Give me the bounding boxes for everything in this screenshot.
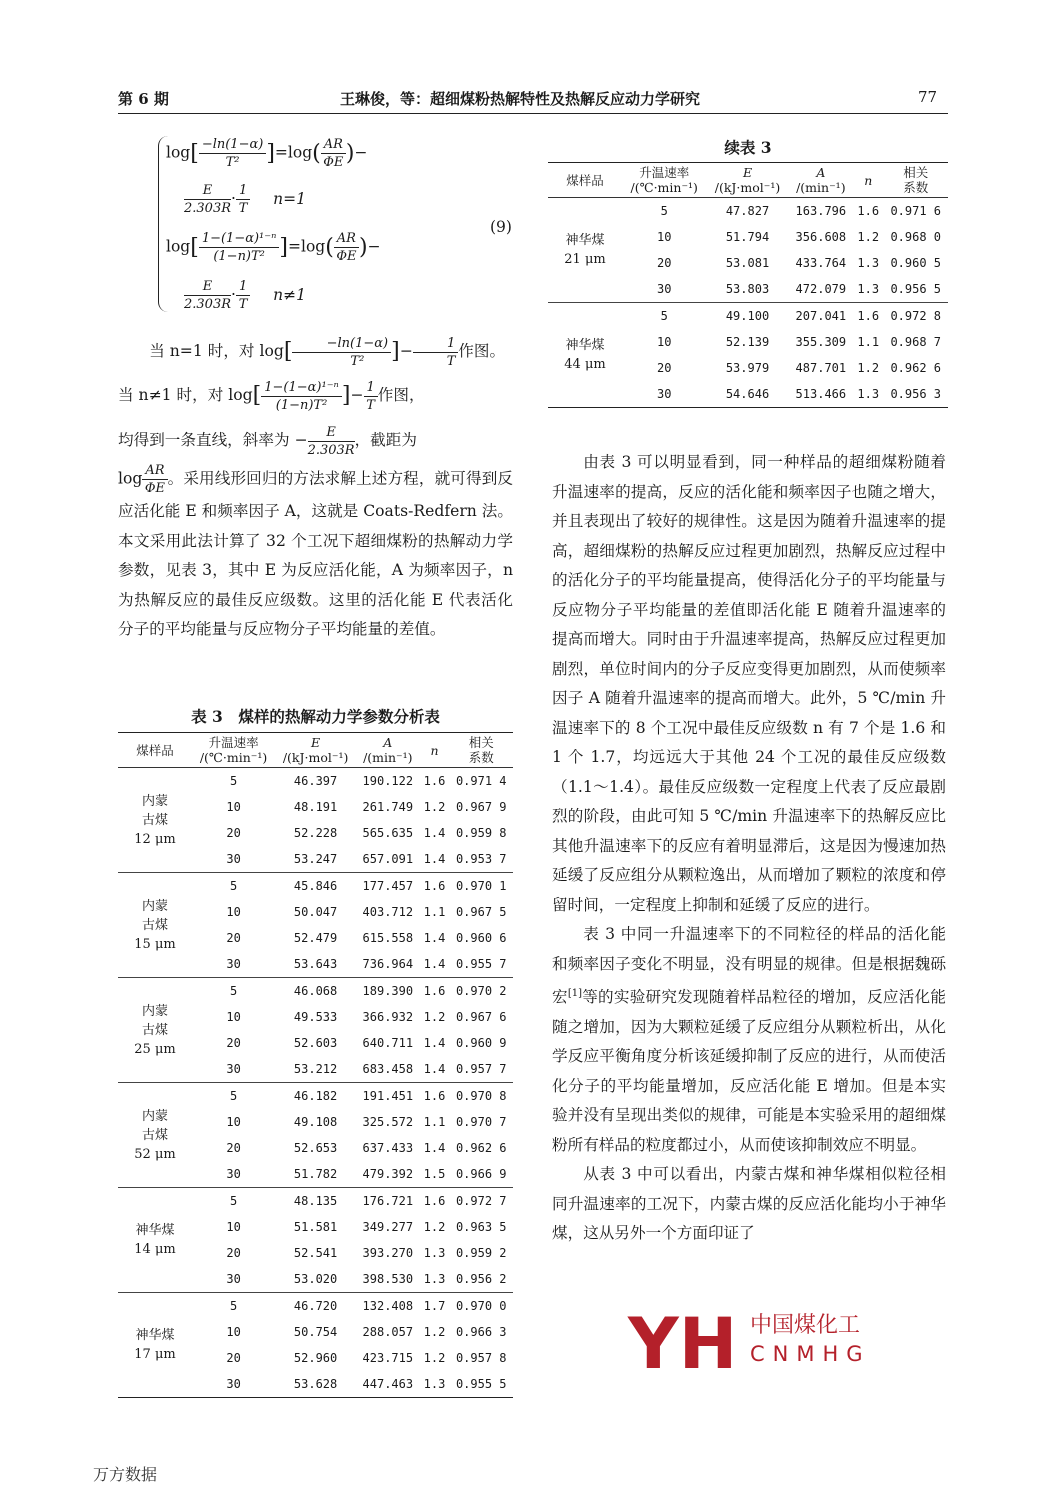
table-cell: 10 bbox=[226, 1325, 241, 1339]
table-cell: 49.108 bbox=[293, 1115, 338, 1129]
table-cell: 1.3 bbox=[423, 1272, 446, 1286]
table-cell: 5 bbox=[192, 1188, 275, 1215]
sample-cell: 神华煤 17 μm bbox=[118, 1293, 192, 1398]
table-cell: 0.960 5 bbox=[890, 256, 942, 270]
table-cell: 423.715 bbox=[362, 1351, 414, 1365]
table-cell: 565.635 bbox=[362, 826, 414, 840]
table-cell: 1.2 bbox=[857, 361, 880, 375]
col-n: n bbox=[853, 163, 883, 198]
table-cell: 0.970 8 bbox=[449, 1083, 513, 1110]
table-cell: 10 bbox=[226, 1115, 241, 1129]
table-cell: 1.1 bbox=[857, 335, 880, 349]
table-cell: 189.390 bbox=[356, 978, 420, 1005]
table-cell: 1.4 bbox=[423, 1141, 446, 1155]
table-row bbox=[548, 198, 948, 225]
table-row bbox=[118, 1188, 513, 1215]
table-cell: 190.122 bbox=[362, 774, 414, 788]
table-cell: 0.967 6 bbox=[455, 1010, 507, 1024]
table-cell: 0.971 4 bbox=[455, 774, 507, 788]
table-cell: 20 bbox=[226, 1246, 241, 1260]
table-cell: 0.962 6 bbox=[455, 1141, 507, 1155]
table-cell: 472.079 bbox=[795, 282, 847, 296]
table-cell: 20 bbox=[656, 256, 672, 270]
table-cell: 355.309 bbox=[795, 335, 847, 349]
table-cell: 53.020 bbox=[293, 1272, 338, 1286]
table-cell: 20 bbox=[226, 826, 241, 840]
table3 bbox=[118, 732, 513, 1398]
table-cell: 10 bbox=[656, 230, 672, 244]
table-cell: 1.3 bbox=[423, 1377, 446, 1391]
table-cell: 1.6 bbox=[420, 1188, 450, 1215]
table-cell: 0.967 5 bbox=[455, 905, 507, 919]
table-cell: 0.967 9 bbox=[455, 800, 507, 814]
table-cell: 0.970 7 bbox=[455, 1115, 507, 1129]
table-cell: 5 bbox=[192, 1293, 275, 1320]
table-cell: 53.247 bbox=[293, 852, 338, 866]
table-cell: 5 bbox=[192, 873, 275, 900]
table-cell: 1.6 bbox=[420, 1083, 450, 1110]
table-cell: 1.4 bbox=[423, 1036, 446, 1050]
table-cell: 349.277 bbox=[362, 1220, 414, 1234]
table-cell: 0.957 7 bbox=[455, 1062, 507, 1076]
table-cell: 51.782 bbox=[293, 1167, 338, 1181]
table-cell: 46.720 bbox=[275, 1293, 356, 1320]
table-cell: 0.959 8 bbox=[455, 826, 507, 840]
watermark-cn: 中国煤化工 bbox=[750, 1308, 860, 1339]
table-cell: 0.955 7 bbox=[455, 957, 507, 971]
table-cell: 1.1 bbox=[423, 905, 446, 919]
table-cell: 0.966 9 bbox=[455, 1167, 507, 1181]
running-title: 王琳俊，等：超细煤粉热解特性及热解反应动力学研究 bbox=[340, 90, 701, 108]
table-cell: 1.7 bbox=[420, 1293, 450, 1320]
table-cell: 683.458 bbox=[362, 1062, 414, 1076]
table-cell: 10 bbox=[226, 905, 241, 919]
table-cell: 433.764 bbox=[795, 256, 847, 270]
table-cell: 53.979 bbox=[725, 361, 770, 375]
table-cell: 132.408 bbox=[356, 1293, 420, 1320]
table-cell: 1.3 bbox=[857, 387, 880, 401]
table-cell: 1.6 bbox=[857, 204, 880, 218]
table-cell: 513.466 bbox=[795, 387, 847, 401]
table-cell: 615.558 bbox=[362, 931, 414, 945]
table-cell: 10 bbox=[226, 800, 241, 814]
table-cell: 30 bbox=[226, 957, 241, 971]
sample-cell: 神华煤 44 μm bbox=[548, 303, 622, 408]
table-cell: 20 bbox=[226, 1036, 241, 1050]
table-cell: 52.541 bbox=[293, 1246, 338, 1260]
table-cell: 0.966 3 bbox=[455, 1325, 507, 1339]
table-cell: 393.270 bbox=[362, 1246, 414, 1260]
table-cell: 356.608 bbox=[795, 230, 847, 244]
table-cell: 1.4 bbox=[423, 957, 446, 971]
table-cell: 46.397 bbox=[293, 774, 338, 788]
table-cell: 288.057 bbox=[362, 1325, 414, 1339]
table-cell: 1.2 bbox=[423, 1010, 446, 1024]
table-cell: 487.701 bbox=[795, 361, 847, 375]
table-row bbox=[118, 873, 513, 900]
table3-caption: 表 3 煤样的热解动力学参数分析表 bbox=[191, 707, 440, 726]
table-cell: 1.2 bbox=[423, 1351, 446, 1365]
table-cell: 0.962 6 bbox=[890, 361, 942, 375]
header-rule bbox=[118, 113, 948, 114]
col-r: 相关 系数 bbox=[449, 733, 513, 768]
table3-cont-caption: 续表 3 bbox=[724, 138, 772, 157]
table-cell: 53.081 bbox=[725, 256, 770, 270]
table-cell: 0.970 0 bbox=[449, 1293, 513, 1320]
table-cell: 0.970 1 bbox=[449, 873, 513, 900]
issue-label: 第 6 期 bbox=[118, 90, 169, 108]
table-cell: 48.191 bbox=[293, 800, 338, 814]
table-cell: 0.956 2 bbox=[455, 1272, 507, 1286]
table-cell: 48.135 bbox=[275, 1188, 356, 1215]
table-cell: 1.2 bbox=[423, 1325, 446, 1339]
sample-cell: 内蒙 古煤 12 μm bbox=[134, 793, 176, 847]
table-cell: 52.603 bbox=[293, 1036, 338, 1050]
table-cell: 0.959 2 bbox=[455, 1246, 507, 1260]
paragraph-3: 从表 3 中可以看出，内蒙古煤和神华煤相似粒径相同升温速率的工况下，内蒙古煤的反应活化能均小于神华煤，这从另外一个方面印证了 bbox=[552, 1165, 946, 1243]
table-cell: 0.956 5 bbox=[890, 282, 942, 296]
table-cell: 736.964 bbox=[362, 957, 414, 971]
equation-number: (9) bbox=[490, 218, 512, 236]
table-cell: 5 bbox=[192, 978, 275, 1005]
table-cell: 50.754 bbox=[293, 1325, 338, 1339]
table-cell: 637.433 bbox=[362, 1141, 414, 1155]
table-cell: 0.956 3 bbox=[890, 387, 942, 401]
table-row bbox=[118, 978, 513, 1005]
col-a: A /(min⁻¹) bbox=[356, 733, 420, 768]
table-cell: 1.6 bbox=[420, 978, 450, 1005]
table-cell: 53.643 bbox=[293, 957, 338, 971]
table-cell: 45.846 bbox=[275, 873, 356, 900]
table-cell: 46.182 bbox=[275, 1083, 356, 1110]
table-cell: 0.970 2 bbox=[449, 978, 513, 1005]
col-e: E /(kJ·mol⁻¹) bbox=[275, 733, 356, 768]
table-cell: 479.392 bbox=[362, 1167, 414, 1181]
table-cell: 47.827 bbox=[725, 204, 770, 218]
table-cell: 1.2 bbox=[857, 230, 880, 244]
table-cell: 20 bbox=[656, 361, 672, 375]
table-cell: 20 bbox=[226, 1351, 241, 1365]
table-cell: 1.4 bbox=[423, 852, 446, 866]
table-cell: 261.749 bbox=[362, 800, 414, 814]
table-cell: 30 bbox=[226, 852, 241, 866]
table-cell: 1.4 bbox=[423, 826, 446, 840]
table-cell: 0.968 7 bbox=[890, 335, 942, 349]
table-cell: 49.533 bbox=[293, 1010, 338, 1024]
table-cell: 1.3 bbox=[857, 282, 880, 296]
table-cell: 1.4 bbox=[423, 931, 446, 945]
col-sample: 煤样品 bbox=[118, 733, 192, 768]
table-cell: 325.572 bbox=[362, 1115, 414, 1129]
table-cell: 50.047 bbox=[293, 905, 338, 919]
table-cell: 1.2 bbox=[423, 1220, 446, 1234]
table-cell: 0.971 6 bbox=[890, 204, 942, 218]
paragraph-1: 由表 3 可以明显看到，同一种样品的超细煤粉随着升温速率的提高，反应的活化能和频率因子也随之增大，并且表现出了较好的规律性。这是因为随着升温速率的提高，超细煤粉的热解反应过程更加剧烈，热解反应过程中的活化分子的平均能量提高，使得活化分子的平均能量与反应物分子平均能量的差值即活化能 E 随着升温速率的提高而增大。同时由于升温速率提高，热解反应过程更加剧烈，单位时间内的分子反应变得更加剧烈，从而使频率因子 A 随着升温速率的提高而增大。此外，5 ℃/min 升温速率下的 8 个工况中最佳反应级数 n 有 7 个是 1.6 和 1 个 1.7，均远远大于其他 24 个工况的最佳反应级数（1.1～1.4）。最佳反应级数一定程度上代表了反应最剧烈的阶段，由此可知 5 ℃/min 升温速率下的热解反应比其他升温速率下的反应有着明显滞后，这是因为慢速加热延缓了反应组分从颗粒逸出，从而增加了颗粒的浓度和停留时间，一定程度上抑制和延缓了反应的进行。 bbox=[552, 453, 946, 914]
table-cell: 54.646 bbox=[725, 387, 770, 401]
left-column-text: 当 n=1 时，对 log[ $\frac{-\ln(1-\alpha)}{\text{T²}}$ ]− $\frac{1}{T}$ 作图。 当 n≠1 时，对 log[ $\frac{\text{1−(1−α)¹⁻ⁿ}}{\text{(1−n)T²}}$ ]− $\frac{1}{T}$ 作图， 均得到一条直线，斜率为 − $\frac{E}{2.303R}$ ，截距为 log $\frac{AR}{\Phi E}$ 。采用线形回归的方法求解上述方程，就可得到反应活化能 E 和频率因子 A，这就是 Coats-Redfern 法。本文采用此法计算了 32 个工况下超细煤粉的热解动力学参数，见表 3，其中 E 为反应活化能，A 为频率因子，n 为热解反应的最佳反应级数。这里的活化能 E 代表活化分子的平均能量与反应物分子平均能量的差值。 bbox=[118, 335, 513, 638]
watermark-en: CNMHG bbox=[750, 1342, 871, 1366]
table-cell: 398.530 bbox=[362, 1272, 414, 1286]
col-rate: 升温速率 /(℃·min⁻¹) bbox=[622, 163, 706, 198]
table-cell: 207.041 bbox=[789, 303, 854, 330]
col-r: 相关 系数 bbox=[883, 163, 948, 198]
table-cell: 1.3 bbox=[423, 1246, 446, 1260]
table-cell: 5 bbox=[622, 303, 706, 330]
table-cell: 20 bbox=[226, 1141, 241, 1155]
table-cell: 0.960 9 bbox=[455, 1036, 507, 1050]
table-cell: 30 bbox=[656, 387, 672, 401]
table-cell: 53.803 bbox=[725, 282, 770, 296]
table-cell: 0.955 5 bbox=[455, 1377, 507, 1391]
table-cell: 30 bbox=[226, 1377, 241, 1391]
table-cell: 51.794 bbox=[725, 230, 770, 244]
table-cell: 5 bbox=[229, 774, 238, 788]
table-cell: 51.581 bbox=[293, 1220, 338, 1234]
paragraph-2: 表 3 中同一升温速率下的不同粒径的样品的活化能和频率因子变化不明显，没有明显的规律。但是根据魏砾宏[1]等的实验研究发现随着样品粒径的增加，反应活化能随之增加，因为大颗粒延缓了反应组分从颗粒析出，从化学反应平衡角度分析该延缓抑制了反应的进行，从而使活化分子的平均能量增加，反应活化能 E 增加。但是本实验并没有呈现出类似的规律，可能是本实验采用的超细煤粉所有样品的粒度都过小，从而使该抑制效应不明显。 bbox=[552, 925, 946, 1154]
table-cell: 447.463 bbox=[362, 1377, 414, 1391]
table-cell: 163.796 bbox=[795, 204, 847, 218]
table-cell: 1.4 bbox=[423, 1062, 446, 1076]
equation-9: log[ $\frac{-\ln(1-\alpha)}{\text{T²}}$ ]=log( $\frac{AR}{\Phi E}$ )− $\frac{E}{2.303R}$ · $\frac{1}{T}$ n=1 (9) log[ $\frac{\text{1−(1−α)¹⁻ⁿ}}{\text{(1−n)T²}}$ ]=log( $\frac{AR}{\Phi E}$ )− $\frac{E}{2.303R}$ · $\frac{1}{T}$ n≠1 bbox=[118, 130, 518, 320]
table-cell: 30 bbox=[226, 1272, 241, 1286]
table-cell: 177.457 bbox=[356, 873, 420, 900]
table-row bbox=[548, 303, 948, 330]
table-row bbox=[118, 768, 513, 795]
table-cell: 0.963 5 bbox=[455, 1220, 507, 1234]
table-cell: 1.6 bbox=[423, 774, 446, 788]
table-cell: 20 bbox=[226, 931, 241, 945]
table-cell: 1.1 bbox=[423, 1115, 446, 1129]
table-cell: 0.968 0 bbox=[890, 230, 942, 244]
table-cell: 0.953 7 bbox=[455, 852, 507, 866]
table-cell: 403.712 bbox=[362, 905, 414, 919]
table-row bbox=[118, 1083, 513, 1110]
table-cell: 0.972 8 bbox=[883, 303, 948, 330]
table-cell: 52.960 bbox=[293, 1351, 338, 1365]
table-cell: 52.228 bbox=[293, 826, 338, 840]
table-cell: 10 bbox=[226, 1220, 241, 1234]
col-rate: 升温速率 /(℃·min⁻¹) bbox=[192, 733, 275, 768]
table-cell: 52.139 bbox=[725, 335, 770, 349]
table-cell: 1.5 bbox=[423, 1167, 446, 1181]
table-cell: 30 bbox=[226, 1167, 241, 1181]
table-cell: 10 bbox=[226, 1010, 241, 1024]
table-cell: 1.6 bbox=[420, 873, 450, 900]
table-cell: 640.711 bbox=[362, 1036, 414, 1050]
footer-source: 万方数据 bbox=[93, 1465, 158, 1484]
table-cell: 366.932 bbox=[362, 1010, 414, 1024]
table-cell: 53.628 bbox=[293, 1377, 338, 1391]
table-cell: 1.3 bbox=[857, 256, 880, 270]
watermark-logo bbox=[626, 1308, 886, 1374]
table-cell: 53.212 bbox=[293, 1062, 338, 1076]
table-cell: 30 bbox=[226, 1062, 241, 1076]
table-cell: 0.972 7 bbox=[449, 1188, 513, 1215]
table-cell: 10 bbox=[656, 335, 672, 349]
sample-cell: 内蒙 古煤 15 μm bbox=[118, 873, 192, 978]
condition-n-neq-1: n≠1 bbox=[273, 285, 307, 304]
cnmhg-logo-icon bbox=[626, 1308, 746, 1374]
table-cell: 46.068 bbox=[275, 978, 356, 1005]
right-column-text bbox=[552, 448, 946, 1249]
table-cell: 52.653 bbox=[293, 1141, 338, 1155]
sample-cell: 内蒙 古煤 25 μm bbox=[118, 978, 192, 1083]
table-cell: 191.451 bbox=[356, 1083, 420, 1110]
table-row bbox=[118, 1293, 513, 1320]
table-cell: 176.721 bbox=[356, 1188, 420, 1215]
sample-cell: 内蒙 古煤 52 μm bbox=[118, 1083, 192, 1188]
table-cell: 0.957 8 bbox=[455, 1351, 507, 1365]
col-a: A /(min⁻¹) bbox=[789, 163, 854, 198]
table-cell: 5 bbox=[192, 1083, 275, 1110]
table-cell: 52.479 bbox=[293, 931, 338, 945]
table-cell: 0.960 6 bbox=[455, 931, 507, 945]
page-number: 77 bbox=[918, 88, 938, 106]
col-n: n bbox=[420, 733, 450, 768]
col-e: E /(kJ·mol⁻¹) bbox=[706, 163, 788, 198]
svg-text:YH: YH bbox=[628, 1308, 738, 1374]
sample-cell: 神华煤 14 μm bbox=[118, 1188, 192, 1293]
table-cell: 657.091 bbox=[362, 852, 414, 866]
table-cell: 1.2 bbox=[423, 800, 446, 814]
table3-continued bbox=[548, 162, 948, 408]
table-cell: 1.6 bbox=[853, 303, 883, 330]
table-cell: 5 bbox=[660, 204, 668, 218]
table-cell: 30 bbox=[656, 282, 672, 296]
table-cell: 49.100 bbox=[706, 303, 788, 330]
condition-n-eq-1: n=1 bbox=[273, 189, 307, 208]
sample-cell: 神华煤 21 μm bbox=[564, 233, 606, 267]
col-sample: 煤样品 bbox=[548, 163, 622, 198]
